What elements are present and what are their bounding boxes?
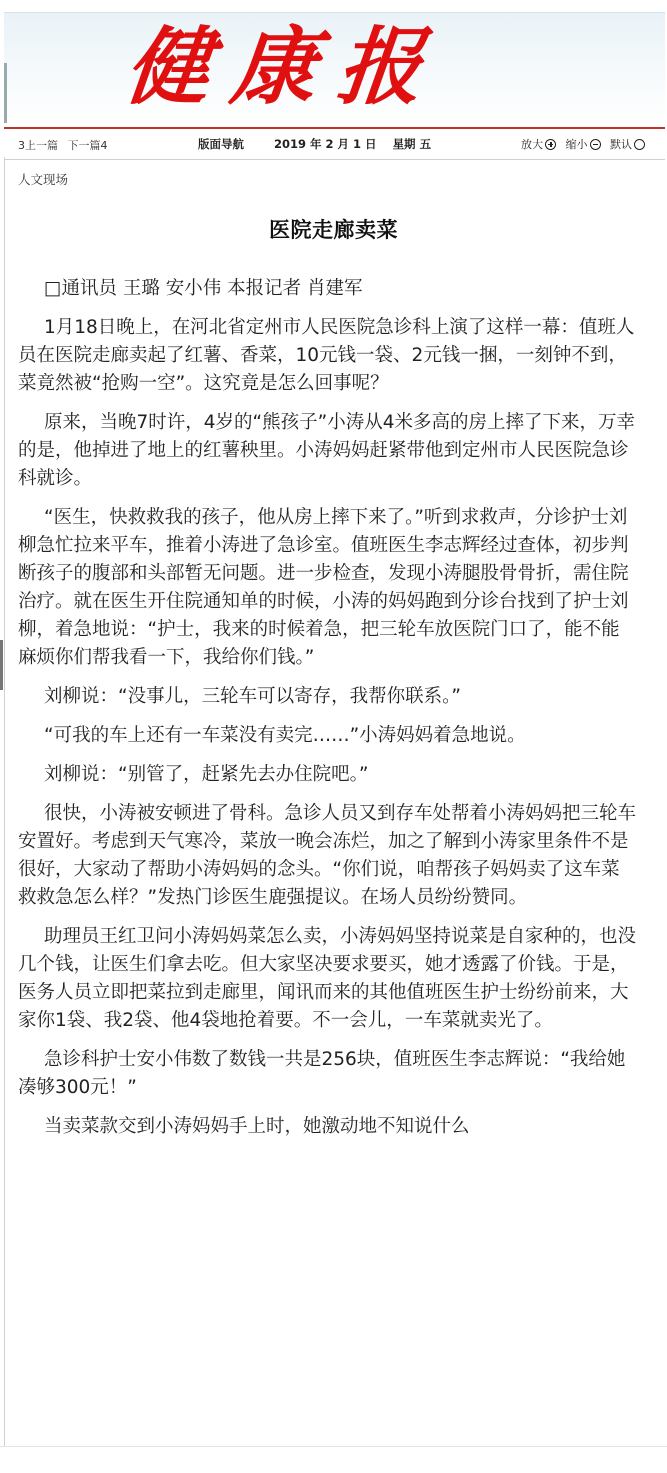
article-paragraph: 很快，小涛被安顿进了骨科。急诊人员又到存车处帮着小涛妈妈把三轮车安置好。考虑到天气寒冷，菜放一晚会冻烂，加之了解到小涛家里条件不是很好，大家动了帮助小涛妈妈的念头。“你们说，咱帮孩子妈妈卖了这车菜救救急怎么样？”发热门诊医生鹿强提议。在场人员纷纷赞同。 bbox=[18, 803, 637, 908]
zoom-in-button[interactable] bbox=[521, 136, 556, 152]
toolbar bbox=[4, 127, 665, 160]
masthead-edge bbox=[4, 63, 7, 123]
article-nav bbox=[18, 137, 114, 153]
zoom-in-label: 放大 bbox=[521, 138, 543, 151]
zoom-out-button[interactable] bbox=[566, 136, 601, 152]
newspaper-logo: 健康报 bbox=[120, 17, 450, 116]
page-nav-link[interactable]: 版面导航 bbox=[198, 137, 244, 151]
prev-article-link[interactable]: 3上一篇 bbox=[18, 139, 58, 152]
article-paragraph: 急诊科护士安小伟数了数钱一共是256块，值班医生李志辉说：“我给她凑够300元！” bbox=[18, 1049, 626, 1098]
masthead bbox=[4, 12, 665, 127]
article-paragraph: 助理员王红卫问小涛妈妈菜怎么卖，小涛妈妈坚持说菜是自家种的，也没几个钱，让医生们拿去吃。但大家坚决要求要买，她才透露了价钱。于是，医务人员立即把菜拉到走廊里，闻讯而来的其他值班医生护士纷纷前来，大家你1袋、我2袋、他4袋地抢着要。不一会儿，一车菜就卖光了。 bbox=[18, 926, 637, 1031]
bottom-bar bbox=[0, 1446, 667, 1473]
article-title: 医院走廊卖菜 bbox=[269, 218, 398, 242]
issue-weekday: 星期 五 bbox=[392, 137, 432, 151]
article-paragraph: 刘柳说：“没事儿，三轮车可以寄存，我帮你联系。” bbox=[44, 686, 461, 707]
article-byline: □通讯员 王璐 安小伟 本报记者 肖建军 bbox=[44, 278, 363, 299]
circle-icon bbox=[634, 139, 645, 150]
side-marker bbox=[0, 640, 3, 690]
article-paragraph: “可我的车上还有一车菜没有卖完……”小涛妈妈着急地说。 bbox=[44, 725, 526, 746]
left-border bbox=[4, 157, 5, 1447]
top-gap bbox=[0, 0, 667, 12]
article bbox=[0, 214, 667, 1141]
next-article-link[interactable]: 下一篇4 bbox=[67, 139, 108, 152]
article-paragraph: 当卖菜款交到小涛妈妈手上时，她激动地不知说什么 bbox=[44, 1116, 470, 1137]
section-label: 人文现场 bbox=[18, 172, 69, 187]
article-paragraph: 原来，当晚7时许，4岁的“熊孩子”小涛从4米多高的房上摔了下来，万幸的是，他掉进了地上的红薯秧里。小涛妈妈赶紧带他到定州市人民医院急诊科就诊。 bbox=[18, 412, 635, 489]
zoom-out-label: 缩小 bbox=[565, 138, 588, 151]
plus-circle-icon bbox=[545, 139, 556, 150]
zoom-controls bbox=[515, 136, 645, 152]
article-paragraph: 刘柳说：“别管了，赶紧先去办住院吧。” bbox=[44, 764, 369, 785]
article-body bbox=[18, 314, 637, 1141]
article-paragraph: “医生，快救救我的孩子，他从房上摔下来了。”听到求救声，分诊护士刘柳急忙拉来平车，推着小涛进了急诊室。值班医生李志辉经过查体，初步判断孩子的腹部和头部暂无问题。进一步检查，发现小涛腿股骨骨折，需住院治疗。就在医生开住院通知单的时候，小涛的妈妈跑到分诊台找到了护士刘柳，着急地说：“护士，我来的时候着急，把三轮车放医院门口了，能不能麻烦你们帮我看一下，我给你们钱。” bbox=[18, 507, 629, 668]
default-zoom-button[interactable] bbox=[610, 136, 645, 152]
toolbar-center bbox=[198, 136, 457, 152]
article-paragraph: 1月18日晚上，在河北省定州市人民医院急诊科上演了这样一幕：值班人员在医院走廊卖起了红薯、香菜，10元钱一袋、2元钱一捆，一刻钟不到，菜竟然被“抢购一空”。这究竟是怎么回事呢？ bbox=[18, 317, 635, 394]
minus-circle-icon bbox=[590, 139, 601, 150]
issue-date: 2019 年 2 月 1 日 bbox=[274, 137, 377, 151]
default-zoom-label: 默认 bbox=[610, 138, 632, 151]
